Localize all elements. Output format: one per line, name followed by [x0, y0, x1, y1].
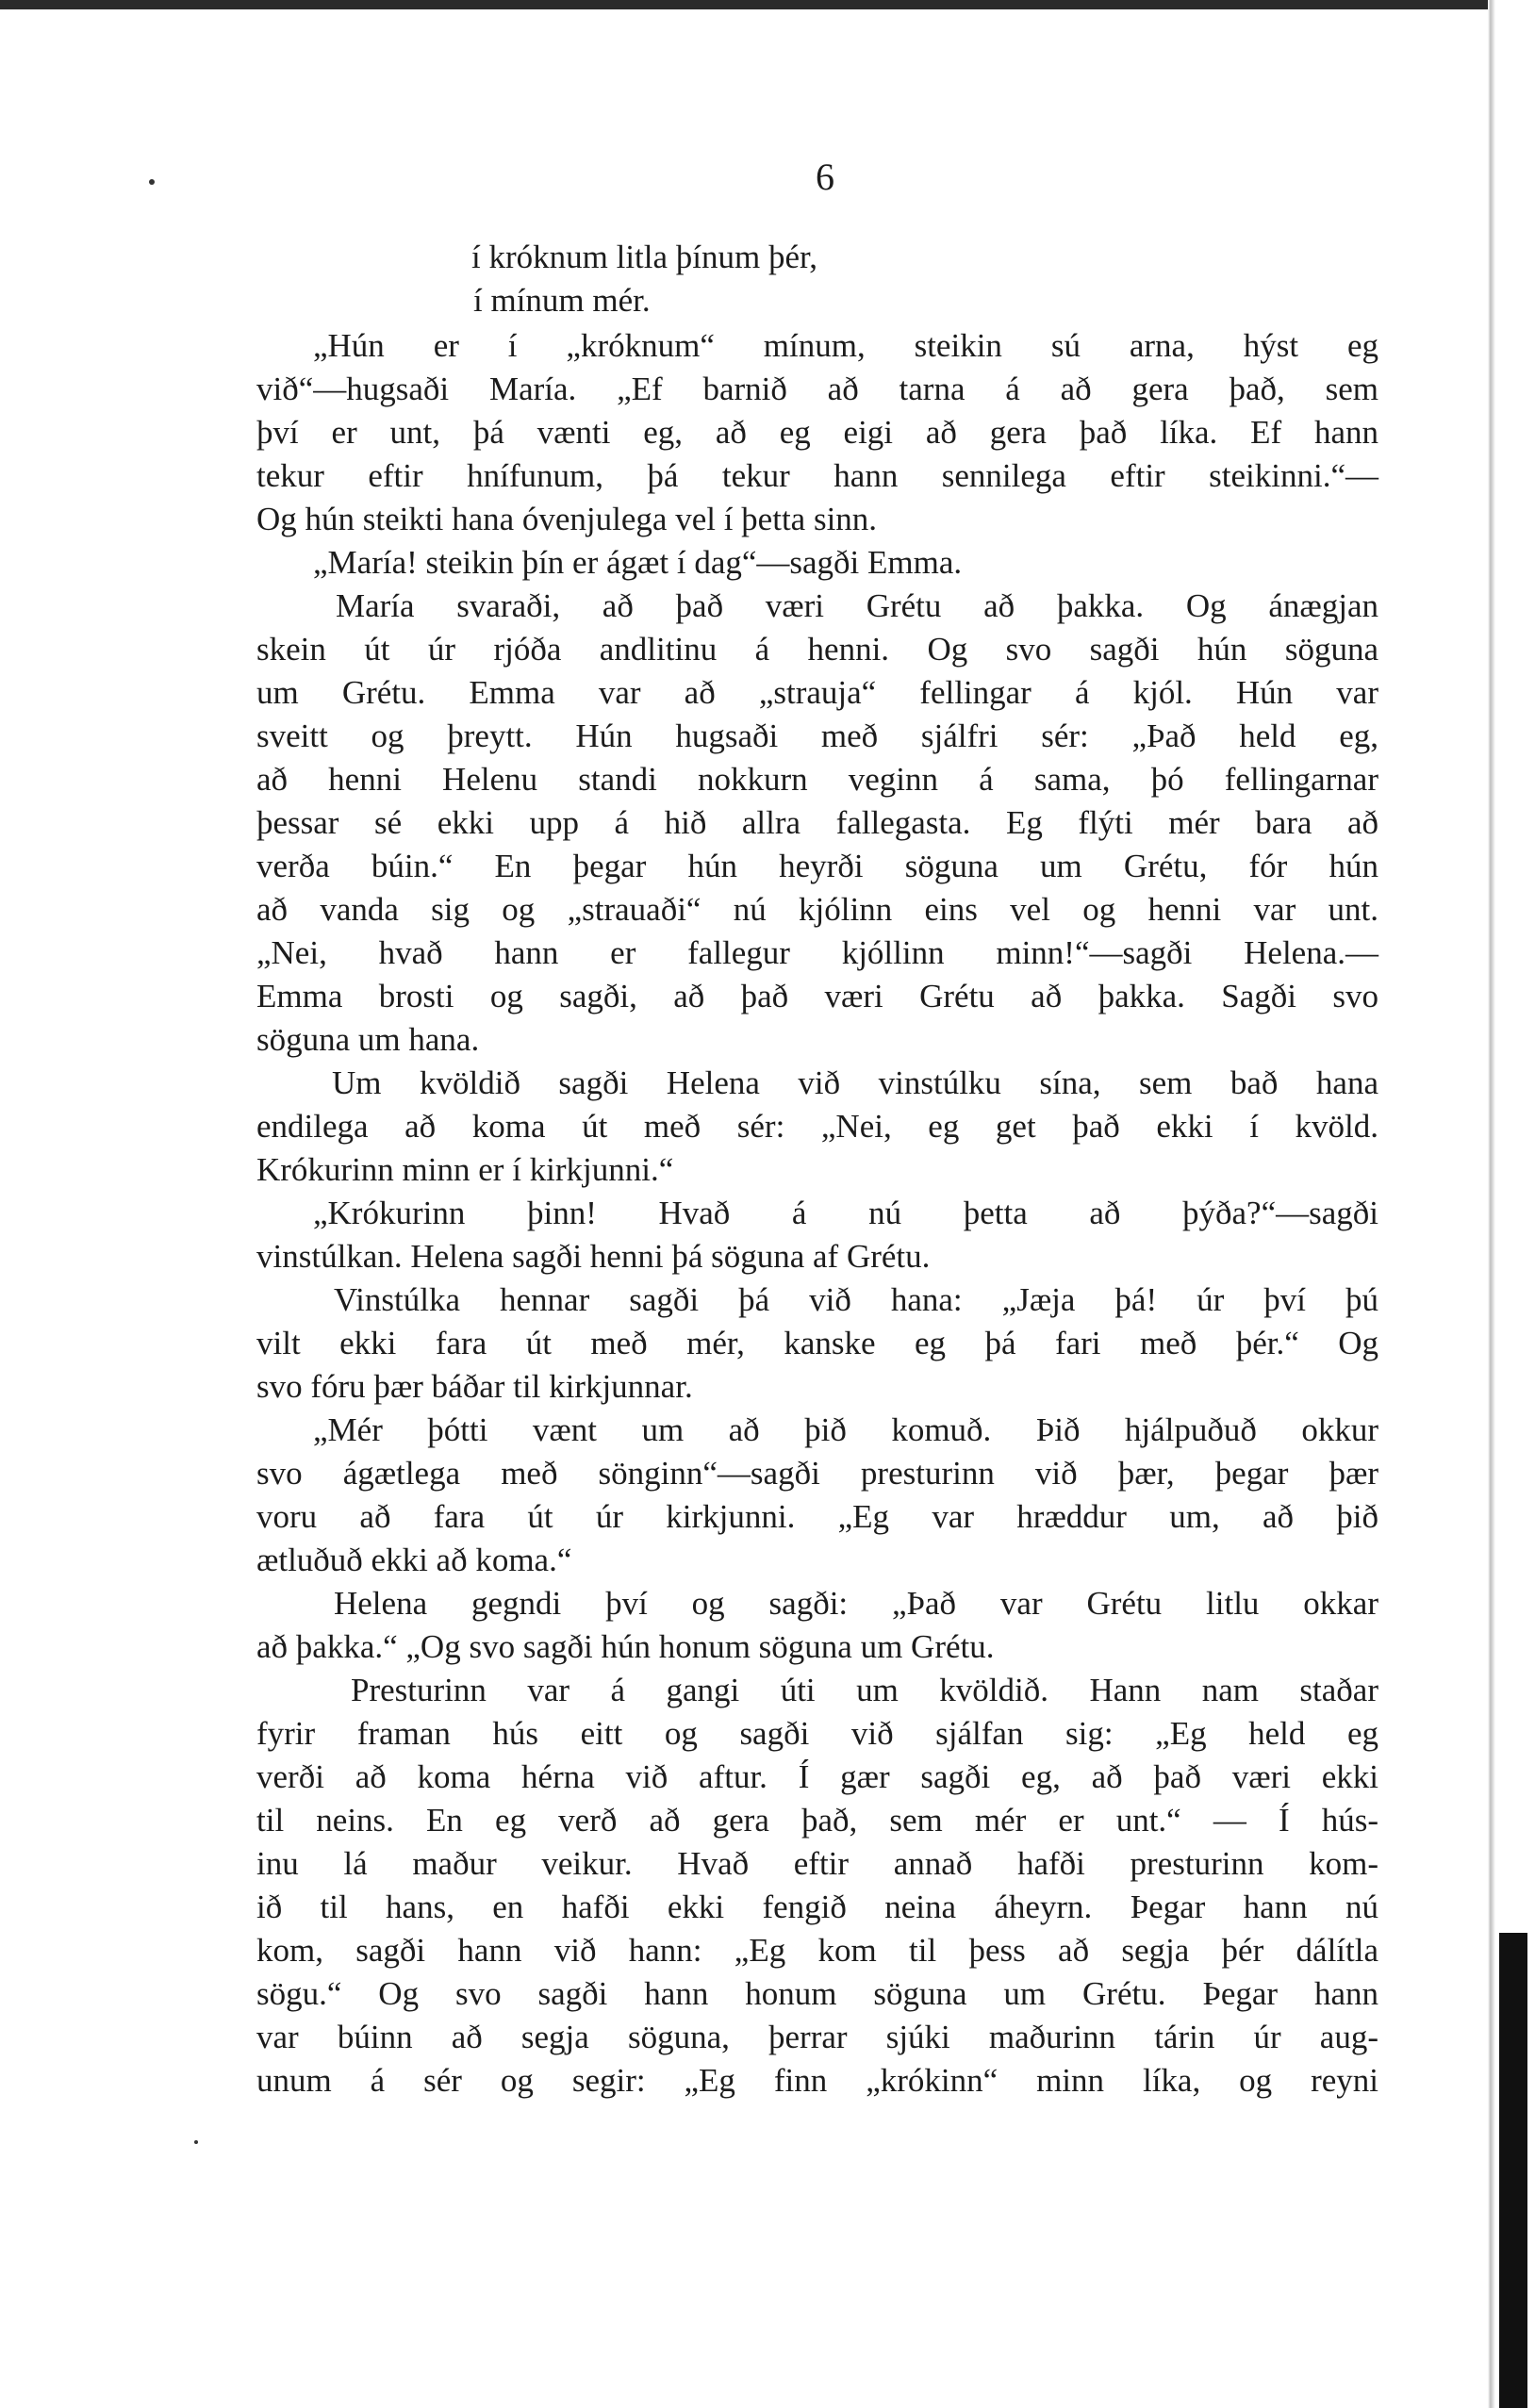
text-line: verði að koma hérna við aftur. Í gær sagði eg, að það væri ekki	[256, 1758, 1378, 1795]
text-line: að þakka.“ „Og svo sagði hún honum söguna um Grétu.	[256, 1628, 995, 1665]
body-text	[256, 324, 1378, 2103]
text-line: að vanda sig og „strauaði“ nú kjólinn eins vel og henni var unt.	[256, 891, 1378, 928]
text-line: María svaraði, að það væri Grétu að þakka. Og ánægjan	[336, 587, 1378, 624]
text-line: kom, sagði hann við hann: „Eg kom til þess að segja þér dálítla	[256, 1932, 1378, 1969]
text-line: Um kvöldið sagði Helena við vinstúlku sína, sem bað hana	[332, 1064, 1378, 1101]
text-line: Emma brosti og sagði, að það væri Grétu að þakka. Sagði svo	[256, 978, 1378, 1014]
text-line: vinstúlkan. Helena sagði henni þá söguna af Grétu.	[256, 1238, 931, 1275]
text-line: sveitt og þreytt. Hún hugsaði með sjálfri sér: „Það held eg,	[256, 717, 1378, 754]
poem-line: í mínum mér.	[473, 282, 651, 319]
text-line: svo fóru þær báðar til kirkjunnar.	[256, 1368, 693, 1405]
text-line: tekur eftir hnífunum, þá tekur hann sennilega eftir steikinni.“—	[256, 457, 1378, 494]
top-border-rule	[0, 0, 1490, 9]
text-line: endilega að koma út með sér: „Nei, eg get það ekki í kvöld.	[256, 1108, 1378, 1145]
text-line: ætluðuð ekki að koma.“	[256, 1542, 572, 1578]
text-line: inu lá maður veikur. Hvað eftir annað hafði presturinn kom-	[256, 1845, 1378, 1882]
text-line: um Grétu. Emma var að „strauja“ fellingar á kjól. Hún var	[256, 674, 1378, 711]
text-line: skein út úr rjóða andlitinu á henni. Og svo sagði hún söguna	[256, 631, 1378, 668]
page-number: 6	[816, 156, 834, 198]
text-line: Og hún steikti hana óvenjulega vel í þetta sinn.	[256, 501, 878, 537]
text-line: Krókurinn minn er í kirkjunni.“	[256, 1151, 674, 1188]
text-line: þessar sé ekki upp á hið allra fallegasta. Eg flýti mér bara að	[256, 804, 1378, 841]
text-line: Presturinn var á gangi úti um kvöldið. Hann nam staðar	[351, 1672, 1378, 1708]
text-line: var búinn að segja söguna, þerrar sjúki maðurinn tárin úr aug-	[256, 2019, 1378, 2055]
text-line: Helena gegndi því og sagði: „Það var Grétu litlu okkar	[334, 1585, 1378, 1622]
text-line: unum á sér og segir: „Eg finn „krókinn“ minn líka, og reyni	[256, 2062, 1378, 2099]
text-line: „Hún er í „króknum“ mínum, steikin sú arna, hýst eg	[313, 327, 1378, 364]
poem-line: í króknum litla þínum þér,	[471, 239, 818, 275]
text-line: því er unt, þá vænti eg, að eg eigi að gera það líka. Ef hann	[256, 414, 1378, 451]
text-line: „Nei, hvað hann er fallegur kjóllinn minn!“—sagði Helena.—	[256, 934, 1378, 971]
text-line: ið til hans, en hafði ekki fengið neina áheyrn. Þegar hann nú	[256, 1888, 1378, 1925]
text-line: Vinstúlka hennar sagði þá við hana: „Jæja þá! úr því þú	[334, 1281, 1378, 1318]
margin-speck-top	[149, 179, 155, 185]
text-line: söguna um hana.	[256, 1021, 480, 1058]
text-line: voru að fara út úr kirkjunni. „Eg var hræddur um, að þið	[256, 1498, 1378, 1535]
text-line: sögu.“ Og svo sagði hann honum söguna um Grétu. Þegar hann	[256, 1975, 1378, 2012]
text-line: vilt ekki fara út með mér, kanske eg þá fari með þér.“ Og	[256, 1325, 1378, 1361]
text-line: „Krókurinn þinn! Hvað á nú þetta að þýða?“—sagði	[313, 1195, 1378, 1231]
page-edge-shadow	[1488, 0, 1495, 2408]
text-line: fyrir framan hús eitt og sagði við sjálfan sig: „Eg held eg	[256, 1715, 1378, 1752]
text-line: svo ágætlega með sönginn“—sagði presturinn við þær, þegar þær	[256, 1455, 1378, 1492]
text-line: verða búin.“ En þegar hún heyrði söguna um Grétu, fór hún	[256, 848, 1378, 884]
poem-block	[471, 236, 817, 322]
text-line: „María! steikin þín er ágæt í dag“—sagði Emma.	[313, 544, 963, 581]
text-line: til neins. En eg verð að gera það, sem mér er unt.“ — Í hús-	[256, 1802, 1378, 1839]
text-line: við“—hugsaði María. „Ef barnið að tarna á að gera það, sem	[256, 371, 1378, 407]
text-line: „Mér þótti vænt um að þið komuð. Þið hjálpuðuð okkur	[313, 1411, 1378, 1448]
page-edge-dark	[1499, 1933, 1527, 2408]
text-line: að henni Helenu standi nokkurn veginn á sama, þó fellingarnar	[256, 761, 1378, 798]
margin-speck-bottom	[194, 2140, 198, 2144]
